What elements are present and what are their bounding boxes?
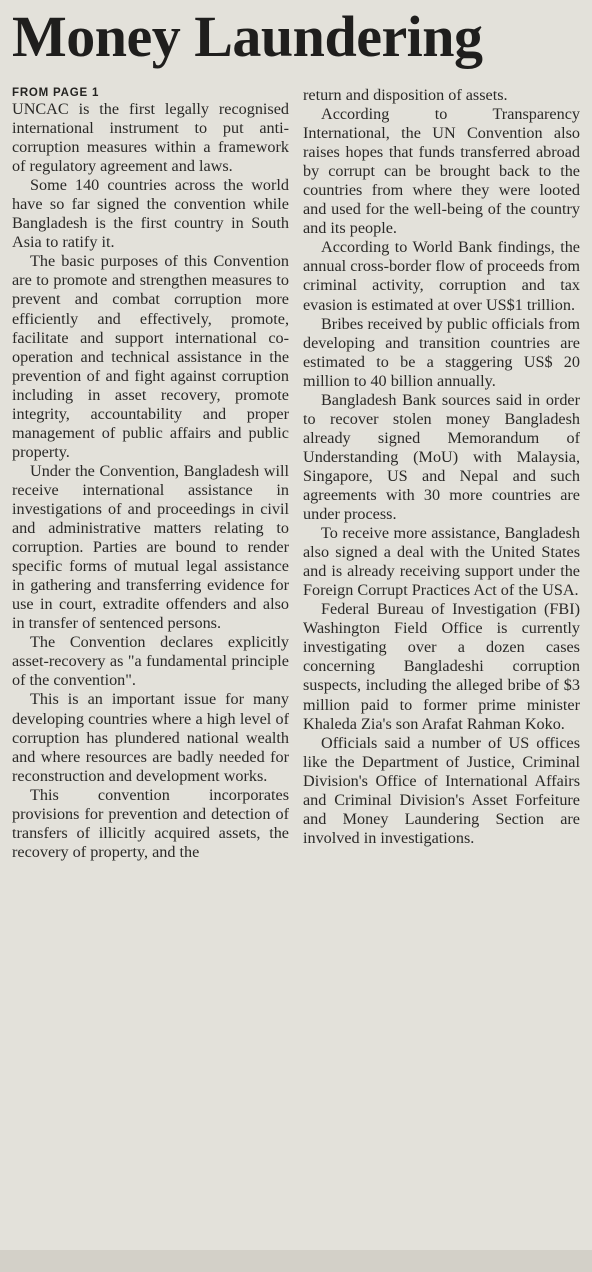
paragraph: To receive more assistance, Bangladesh also signed a deal with the United States and is already receiving support under the Foreign Corrupt Practices Act of the USA. bbox=[303, 524, 580, 600]
paragraph-continuation: return and disposition of assets. bbox=[303, 86, 508, 104]
paragraph: This convention incorporates provisions for prevention and detection of transfers of illicitly acquired assets, the recovery of property, and the bbox=[12, 785, 289, 861]
paragraph: The Convention declares explicitly asset-recovery as "a fundamental principle of the convention". bbox=[12, 633, 289, 690]
paragraph: According to World Bank findings, the annual cross-border flow of proceeds from criminal activity, corruption and tax evasion is estimated at over US$1 trillion. bbox=[303, 238, 580, 314]
right-column bbox=[303, 86, 580, 1246]
paragraph: The basic purposes of this Convention are to promote and strengthen measures to prevent and combat corruption more efficiently and effectively, promote, facilitate and support international co-operation and technical assistance in the prevention of and fight against corruption including in asset recovery, promote integrity, accountability and proper management of public affairs and public property. bbox=[12, 252, 289, 461]
paragraph: Under the Convention, Bangladesh will receive international assistance in investigations of and proceedings in civil and administrative matters relating to corruption. Parties are bound to render specific forms of mutual legal assistance in gathering and transferring evidence for use in court, extradite offenders and also in transfer of sentenced persons. bbox=[12, 461, 289, 633]
headline: Money Laundering bbox=[12, 4, 483, 69]
paragraph: Federal Bureau of Investigation (FBI) Washington Field Office is currently investigating over a dozen cases concerning Bangladeshi corruption suspects, including the alleged bribe of $3 million paid to former prime minister Khaleda Zia's son Arafat Rahman Koko. bbox=[303, 600, 580, 733]
paper-edge bbox=[0, 1250, 592, 1272]
continuation-kicker: FROM PAGE 1 bbox=[12, 87, 100, 99]
article-body bbox=[12, 86, 580, 1246]
paragraph: UNCAC is the first legally recognised international instrument to put anti-corruption measures within a framework of regulatory agreement and laws. bbox=[12, 100, 289, 176]
paragraph: This is an important issue for many developing countries where a high level of corruption has plundered national wealth and where resources are badly needed for reconstruction and development works. bbox=[12, 690, 289, 785]
paragraph: Bangladesh Bank sources said in order to recover stolen money Bangladesh already signed Memorandum of Understanding (MoU) with Malaysia, Singapore, US and Nepal and such agreements with 30 more countries are under process. bbox=[303, 390, 580, 524]
paragraph: Officials said a number of US offices like the Department of Justice, Criminal Division's Office of International Affairs and Criminal Division's Asset Forfeiture and Money Laundering Section are involved in investigations. bbox=[303, 733, 580, 847]
paragraph: Bribes received by public officials from developing and transition countries are estimated to be a staggering US$ 20 million to 40 billion annually. bbox=[303, 314, 580, 390]
paragraph: According to Transparency International, the UN Convention also raises hopes that funds transferred abroad by corrupt can be brought back to the countries from where they were looted and used for the well-being of the country and its people. bbox=[303, 105, 580, 238]
left-column bbox=[12, 86, 289, 1246]
paragraph: Some 140 countries across the world have so far signed the convention while Bangladesh is the first country in South Asia to ratify it. bbox=[12, 176, 289, 252]
